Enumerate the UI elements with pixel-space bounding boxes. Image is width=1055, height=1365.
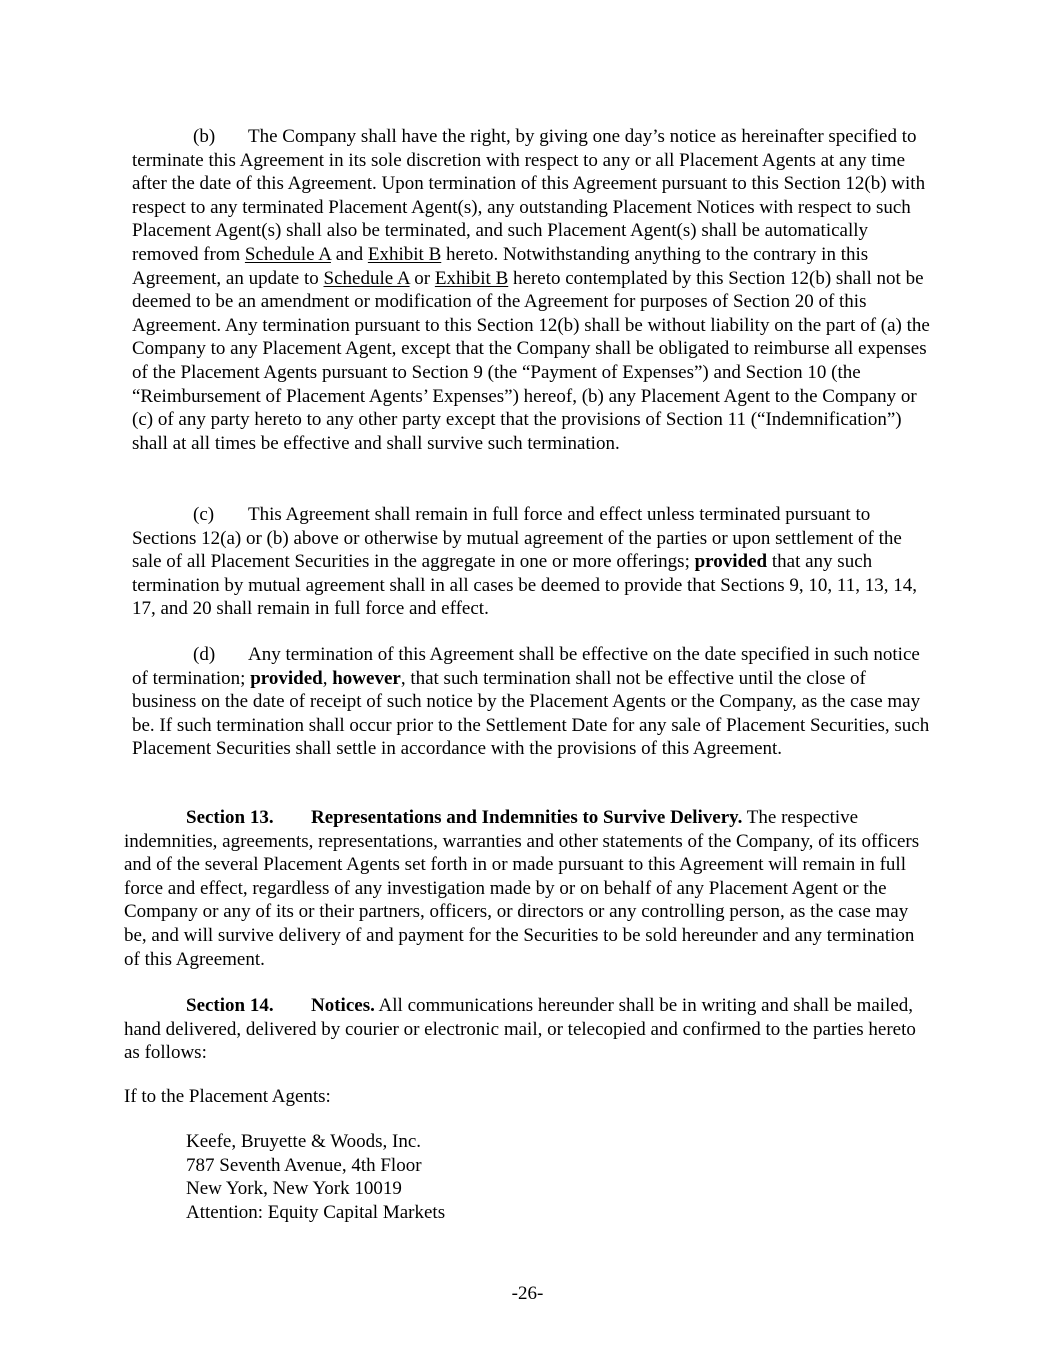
address-line: Attention: Equity Capital Markets: [186, 1202, 446, 1223]
section-14: [124, 994, 934, 1065]
address-line: Keefe, Bruyette & Woods, Inc.: [186, 1131, 422, 1152]
address-line: New York, New York 10019: [186, 1178, 402, 1199]
paragraph-text: ,: [322, 667, 333, 689]
paragraph-text: , that such termination shall not be effective until the close of business on the date of receipt of such notice by the Placement Agents or the Company, as the case may be. If such termination shall occur prior to the Settlement Date for any sale of Placement Securities, such Placement Securities shall settle in accordance with the provisions of this Agreement.: [132, 667, 930, 760]
section-heading: Notices.: [311, 995, 375, 1016]
paragraph-12c: [132, 503, 934, 621]
section-label: Section 14.: [186, 995, 274, 1016]
schedule-a-reference: Schedule A: [244, 243, 331, 265]
paragraph-text: hereto. Notwithstanding anything to the contrary in this Agreement, an update to: [132, 243, 869, 289]
exhibit-b-reference: Exhibit B: [434, 267, 509, 289]
paragraph-text: or: [409, 267, 435, 289]
section-text: All communications hereunder shall be in writing and shall be mailed, hand delivered, delivered by courier or electronic mail, or telecopied and confirmed to the parties hereto as follows:: [124, 995, 916, 1064]
address-line: 787 Seventh Avenue, 4th Floor: [186, 1155, 422, 1176]
paragraph-label: (c): [193, 504, 215, 525]
paragraph-text: that any such termination by mutual agreement shall in all cases be deemed to provide that Sections 9, 10, 11, 13, 14, 17, and 20 shall remain in full force and effect.: [132, 551, 917, 620]
paragraph-text: hereto contemplated by this Section 12(b) shall not be deemed to be an amendment or modification of the Agreement for purposes of Section 20 of this Agreement. Any termination pursuant to this Section 12(b) shall be without liability on the part of (a) the Company to any Placement Agent, except that the Company shall be obligated to reimburse all expenses of the Placement Agents pursuant to Section 9 (the “Payment of Expenses”) and Section 10 (the “Reimbursement of Placement Agents’ Expenses”) hereof, (b) any Placement Agent to the Company or (c) of any party hereto to any other party except that the provisions of Section 11 (“Indemnification”) shall at all times be effective and shall survive such termination.: [132, 267, 930, 454]
paragraph-text: The Company shall have the right, by giving one day’s notice as hereinafter specified to terminate this Agreement in its sole discretion with respect to any or all Placement Agents at any time after the date of this Agreement. Upon termination of this Agreement pursuant to this Section 12(b) with respect to any terminated Placement Agent(s), any outstanding Placement Notices with respect to such Placement Agent(s) shall also be terminated, and such Placement Agent(s) shall be automatically removed from: [132, 126, 926, 265]
paragraph-label: (d): [193, 644, 216, 665]
paragraph-text: and: [330, 243, 368, 265]
bold-term: however: [332, 667, 401, 689]
paragraph-12b: [132, 125, 934, 455]
section-label: Section 13.: [186, 807, 274, 828]
bold-term: provided: [250, 667, 323, 689]
paragraph-text: Any termination of this Agreement shall be effective on the date specified in such notice of termination;: [132, 644, 920, 689]
bold-term: provided: [694, 551, 768, 573]
placement-agents-intro: If to the Placement Agents:: [124, 1086, 331, 1107]
section-text: The respective indemnities, agreements, representations, warranties and other statements of the Company, of its officers and of the several Placement Agents set forth in or made pursuant to this Agreement will remain in full force and effect, regardless of any investigation made by or on behalf of any Placement Agent or the Company or any of its or their partners, officers, or directors or any controlling person, as the case may be, and will survive delivery of and payment for the Securities to be sold hereunder and any termination of this Agreement.: [124, 807, 920, 970]
page-number: -26-: [511, 1283, 544, 1304]
exhibit-b-reference: Exhibit B: [367, 243, 442, 265]
paragraph-label: (b): [193, 126, 216, 147]
section-13: [124, 806, 934, 971]
paragraph-12d: [132, 643, 934, 761]
schedule-a-reference: Schedule A: [323, 267, 410, 289]
paragraph-text: This Agreement shall remain in full force and effect unless terminated pursuant to Sections 12(a) or (b) above or otherwise by mutual agreement of the parties or upon settlement of the sale of all Placement Securities in the aggregate in one or more offerings;: [132, 504, 902, 573]
section-heading: Representations and Indemnities to Survive Delivery.: [311, 807, 743, 828]
